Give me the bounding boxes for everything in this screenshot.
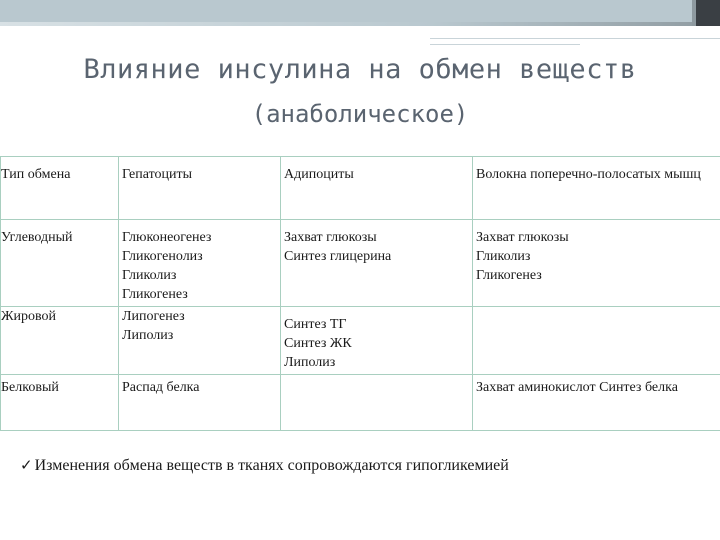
top-stripe (0, 22, 720, 26)
cell-hepatocytes: Распад белка (119, 375, 281, 431)
slide-subtitle-text: (анаболическое) (251, 100, 469, 128)
slide-title: Влияние инсулина на обмен веществ (83, 54, 637, 85)
row-type-lipid: Жировой (1, 307, 119, 375)
cell-hepatocytes: Липогенез Липолиз (119, 307, 281, 375)
cell-adipocytes (281, 375, 473, 431)
table-row (1, 375, 720, 431)
cell-adipocytes: Синтез ТГ Синтез ЖК Липолиз (281, 307, 473, 375)
cell-hepatocytes: Глюконеогенез Гликогенолиз Гликолиз Гликогенез (119, 220, 281, 307)
slide-subtitle (0, 100, 720, 128)
cell-muscle (473, 307, 720, 375)
footnote (20, 456, 509, 475)
checkmark-icon: ✓ (20, 456, 33, 474)
top-accent-block (696, 0, 720, 26)
decorative-line (430, 44, 580, 45)
decorative-line (430, 38, 720, 39)
header-cell-type: Тип обмена (1, 157, 119, 220)
cell-muscle: Захват глюкозы Гликолиз Гликогенез (473, 220, 720, 307)
cell-muscle: Захват аминокислот Синтез белка (473, 375, 720, 431)
row-type-protein: Белковый (1, 375, 119, 431)
cell-adipocytes: Захват глюкозы Синтез глицерина (281, 220, 473, 307)
header-cell-muscle: Волокна поперечно-полосатых мышц (473, 157, 720, 220)
header-cell-hepatocytes: Гепатоциты (119, 157, 281, 220)
header-cell-adipocytes: Адипоциты (281, 157, 473, 220)
table-row (1, 307, 720, 375)
top-decoration-bar (0, 0, 720, 26)
metabolism-table (0, 156, 720, 431)
table-row (1, 220, 720, 307)
table-header-row (1, 157, 720, 220)
footnote-text: Изменения обмена веществ в тканях сопровождаются гипогликемией (34, 457, 509, 474)
row-type-carbohydrate: Углеводный (1, 220, 119, 307)
